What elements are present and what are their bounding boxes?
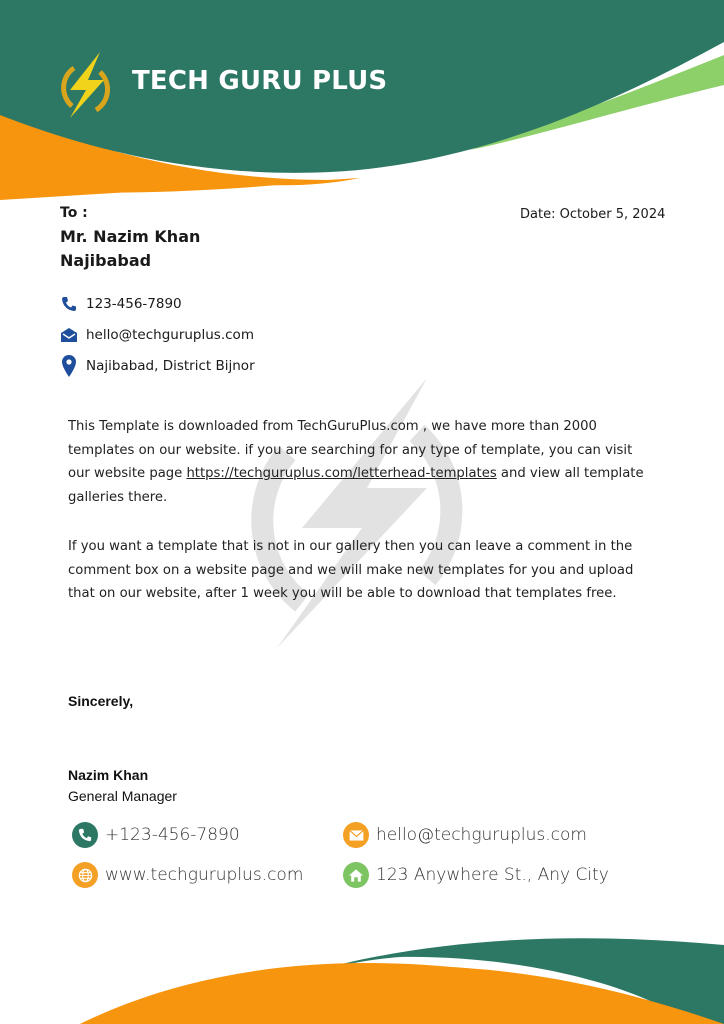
- recipient-phone: [60, 294, 182, 314]
- home-icon: [343, 862, 369, 888]
- footer-address: [343, 862, 609, 888]
- footer-phone-text: +123-456-7890: [105, 825, 240, 845]
- letter-date: Date: October 5, 2024: [520, 207, 666, 222]
- logo-lightning-icon: [56, 50, 120, 120]
- body-paragraph-1: This Template is downloaded from TechGuruPlus.com , we have more than 2000 templates on our website. if you are searching for any type of template, you can visit our website page https://techguruplus.com/letterhead-templates and view all template galleries there.: [68, 419, 644, 505]
- brand-name: TECH GURU PLUS: [132, 66, 388, 96]
- globe-icon: [72, 862, 98, 888]
- recipient-city: Najibabad: [60, 251, 152, 270]
- location-pin-icon: [60, 356, 78, 376]
- footer-address-text: 123 Anywhere St., Any City: [376, 865, 609, 885]
- footer-phone: [72, 822, 240, 848]
- phone-icon: [60, 294, 78, 314]
- footer-website: [72, 862, 303, 888]
- letterhead-templates-link[interactable]: https://techguruplus.com/letterhead-templates: [186, 466, 497, 481]
- footer-email: [343, 822, 587, 848]
- body-paragraph-2: If you want a template that is not in our gallery then you can leave a comment in the comment box on a website page and we will make new templates for you and upload that on our website, after 1 week you will be able to download that templates free.: [68, 539, 634, 601]
- recipient-name: Mr. Nazim Khan: [60, 227, 201, 246]
- recipient-email-text: hello@techguruplus.com: [86, 327, 254, 343]
- envelope-icon: [343, 822, 369, 848]
- envelope-icon: [60, 325, 78, 345]
- recipient-location: [60, 356, 255, 376]
- to-label: To :: [60, 205, 88, 221]
- phone-icon: [72, 822, 98, 848]
- recipient-phone-text: 123-456-7890: [86, 296, 182, 312]
- closing: Sincerely,: [68, 693, 134, 709]
- signer-name: Nazim Khan: [68, 767, 149, 783]
- recipient-email: [60, 325, 254, 345]
- signer-title: General Manager: [68, 788, 177, 804]
- recipient-location-text: Najibabad, District Bijnor: [86, 358, 255, 374]
- footer-email-text[interactable]: hello@techguruplus.com: [376, 825, 587, 845]
- footer-website-text[interactable]: www.techguruplus.com: [105, 865, 304, 885]
